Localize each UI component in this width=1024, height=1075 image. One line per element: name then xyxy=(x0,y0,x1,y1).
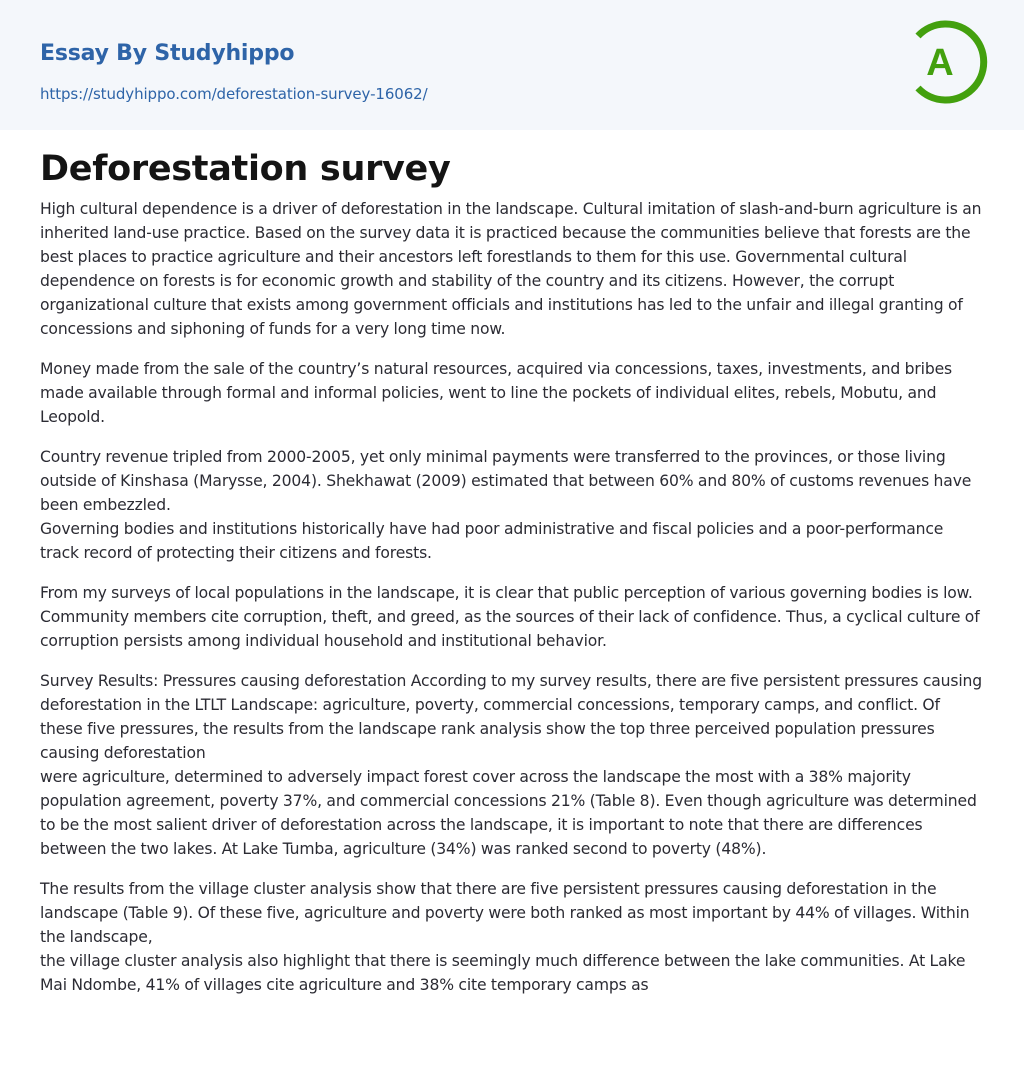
site-header xyxy=(0,0,1024,130)
paragraph: Governing bodies and institutions historically have had poor administrative and fiscal policies and a poor-performance track record of protecting their citizens and forests. xyxy=(40,520,944,562)
paragraph: Money made from the sale of the country’s natural resources, acquired via concessions, taxes, investments, and bribes made available through formal and informal policies, went to line the pockets of individual elites, rebels, Mobutu, and Leopold. xyxy=(40,360,952,426)
paragraph: The results from the village cluster analysis show that there are five persistent pressures causing deforestation in the landscape (Table 9). Of these five, agriculture and poverty were both ranked as most important by 44% of villages. Within the landscape, xyxy=(40,880,970,946)
paragraph: High cultural dependence is a driver of deforestation in the landscape. Cultural imitation of slash-and-burn agriculture is an inherited land-use practice. Based on the survey data it is practiced because the communities believe that forests are the best places to practice agriculture and their ancestors left forestlands to them for this use. Governmental cultural dependence on forests is for economic growth and stability of the country and its citizens. However, the corrupt organizational culture that exists among government officials and institutions has led to the unfair and illegal granting of concessions and siphoning of funds for a very long time now. xyxy=(40,200,982,338)
paragraph: Survey Results: Pressures causing deforestation According to my survey results, there are five persistent pressures causing xyxy=(40,672,983,690)
paragraph: the village cluster analysis also highlight that there is seemingly much difference between the lake communities. At Lake Mai Ndombe, 41% of villages cite agriculture and 38% cite temporary camps as xyxy=(40,952,966,994)
article xyxy=(0,147,1024,997)
paragraph: Country revenue tripled from 2000-2005, yet only minimal payments were transferred to the provinces, or those living outside of Kinshasa (Marysse, 2004). Shekhawat (2009) estimated that between 60% and 80% of customs revenues have been embezzled. xyxy=(40,448,972,514)
paragraph: were agriculture, determined to adversely impact forest cover across the landscape the most with a 38% majority population agreement, poverty 37%, and commercial concessions 21% (Table 8). Even though agriculture was determined to be the most salient driver of deforestation across the landscape, it is important to note that there are differences between the two lakes. At Lake Tumba, agriculture (34%) was ranked second to poverty (48%). xyxy=(40,768,977,858)
paragraph: deforestation in the LTLT Landscape: agriculture, poverty, commercial concessions, temporary camps, and conflict. Of these five pressures, the results from the landscape rank analysis show the top three perceived population pressures causing deforestation xyxy=(40,696,940,762)
studyhippo-logo-icon[interactable] xyxy=(904,18,988,106)
logo-letter: A xyxy=(926,42,954,84)
page-title: Deforestation survey xyxy=(40,149,451,189)
source-url-link[interactable]: https://studyhippo.com/deforestation-survey-16062/ xyxy=(40,85,428,103)
paragraph: From my surveys of local populations in the landscape, it is clear that public perception of various governing bodies is low. Community members cite corruption, theft, and greed, as the sources of their lack of confidence. Thus, a cyclical culture of corruption persists among individual household and institutional behavior. xyxy=(40,584,980,650)
brand-link[interactable]: Essay By Studyhippo xyxy=(40,41,295,66)
